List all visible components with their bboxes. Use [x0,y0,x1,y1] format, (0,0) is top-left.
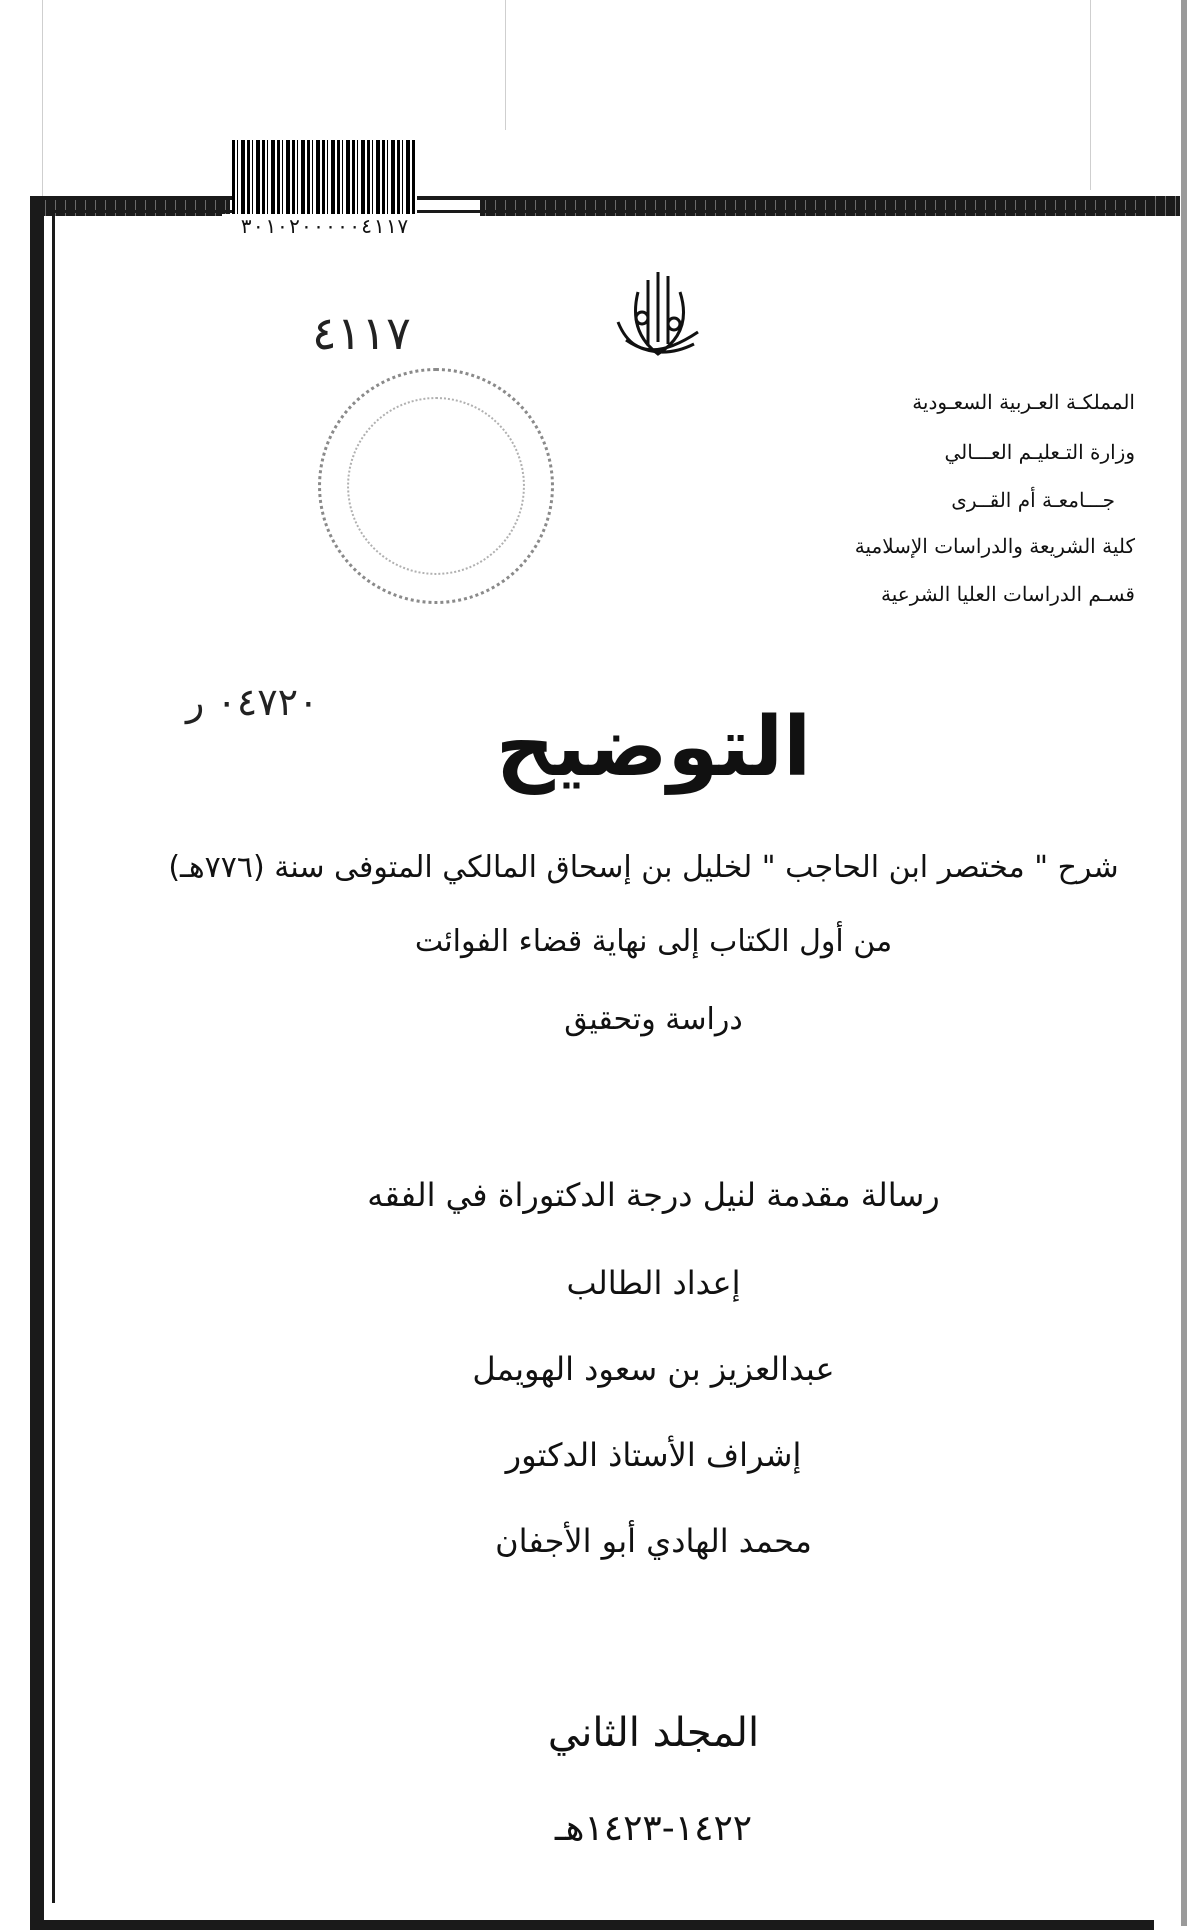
barcode-number: ٣٠١٠٢٠٠٠٠٠٤١١٧ [222,214,427,238]
header-ministry: وزارة التـعليـم العـــالي [944,440,1135,464]
scan-artifact-line [42,0,43,200]
page-edge [1181,0,1187,1926]
scope-line: من أول الكتاب إلى نهاية قضاء الفوائت [414,924,893,959]
scan-artifact-line [505,0,506,130]
handwritten-reference: ٠٤٧٢٠ ر [186,680,319,724]
year-range: ١٤٢٢-١٤٢٣هـ [554,1808,753,1849]
volume-label: المجلد الثاني [547,1710,760,1756]
supervisor-name: محمد الهادي أبو الأجفان [495,1522,812,1560]
study-line: دراسة وتحقيق [564,1002,743,1037]
student-name: عبدالعزيز بن سعود الهويمل [472,1350,835,1388]
header-department: قسـم الدراسات العليا الشرعية [881,582,1135,606]
barcode-image [232,140,417,220]
page-title: التوضيح [495,700,812,795]
library-stamp [318,368,554,604]
scan-artifact-line [1090,0,1091,190]
basmala-calligraphy [598,262,718,372]
prepared-by-label: إعداد الطالب [566,1264,741,1302]
subtitle: شرح " مختصر ابن الحاجب " لخليل بن إسحاق المالكي المتوفى سنة (٧٧٦هـ) [168,850,1119,885]
header-university: جـــامعـة أم القــرى [951,488,1115,512]
header-college: كلية الشريعة والدراسات الإسلامية [854,534,1135,558]
supervisor-label: إشراف الأستاذ الدكتور [505,1436,802,1474]
handwritten-number: ٤١١٧ [312,306,411,360]
degree-line: رسالة مقدمة لنيل درجة الدكتوراة في الفقه [367,1176,940,1214]
header-kingdom: المملكـة العـربية السعـودية [912,390,1135,414]
